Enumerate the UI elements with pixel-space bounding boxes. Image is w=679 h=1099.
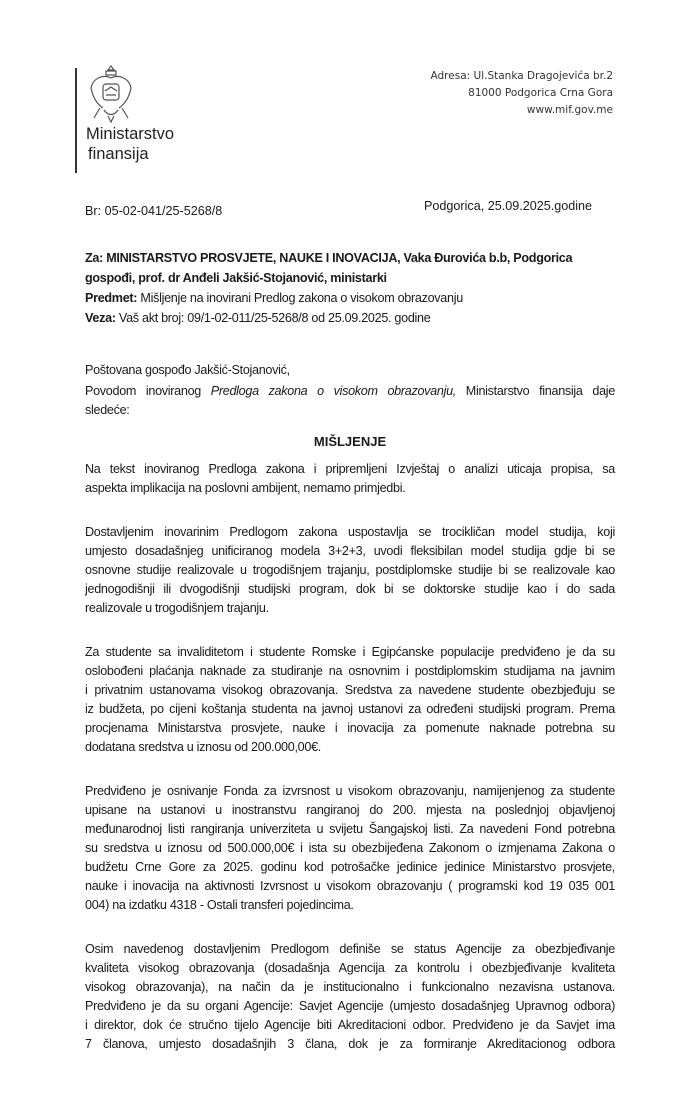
- paragraph-line: nauke i inovacija na aktivnosti Izvrsnost u visokom obrazovanju ( programski kod 19 035 001: [85, 879, 615, 893]
- paragraph-line: realizovale u trogodišnjem trajanju.: [85, 601, 269, 615]
- recipient-line: [85, 248, 615, 268]
- paragraph-line: jednogodišnji ili dvogodišnji studijski program, dok bi se doktorske studije kao i do sada: [85, 582, 615, 596]
- link-label: Veza:: [85, 311, 116, 325]
- paragraph-line: umjesto dosadašnjeg unificiranog modela 3+2+3, uvodi fleksibilan model studija gdje bi se: [85, 544, 615, 558]
- subject-value: Mišljenje na inovirani Predlog zakona o visokom obrazovanju: [140, 291, 463, 305]
- link-line: [85, 308, 615, 328]
- paragraph-line: i direktor, dok će stručno tijelo Agencije biti Akreditacioni odbor. Predviđeno je da Savjet ima: [85, 1018, 615, 1032]
- paragraph: [85, 643, 615, 757]
- paragraph-line: iz budžeta, po cijeni koštanja studenta na javnoj ustanovi za određeni studijski program. Prema: [85, 702, 615, 716]
- ministry-address: [431, 68, 613, 119]
- paragraph-line: su sredstva u iznosu od 500.000,00€ i ista su obezbijeđena Zakonom o izmjenama Zakona o: [85, 841, 615, 855]
- to-value: MINISTARSTVO PROSVJETE, NAUKE I INOVACIJA, Vaka Đurovića b.b, Podgorica: [106, 251, 573, 265]
- link-value: Vaš akt broj: 09/1-02-011/25-5268/8 od 25.09.2025. godine: [118, 311, 431, 325]
- paragraph-line: 7 članova, umjesto dosadašnjih 3 člana, dok je za formiranje Akreditacionog odbora: [85, 1037, 615, 1051]
- intro-line: [85, 382, 615, 401]
- section-title: MIŠLJENJE: [313, 434, 387, 449]
- addressee-line: [85, 268, 615, 288]
- letter-header: [85, 248, 615, 328]
- paragraph-line: međunarodnoj listi rangiranja univerziteta u svijetu Šangajskoj listi. Za navedeni Fond potrebna: [85, 822, 615, 836]
- paragraph-line: budžetu Crne Gore za 2025. godinu kod potrošačke jedinice jedinice Ministarstvo prosvjete,: [85, 860, 615, 874]
- letter-body: [85, 248, 615, 1099]
- paragraph-line: kvaliteta visokog obrazovanja (dosadašnja Agencija za kontrolu i obezbjeđivanje kvaliteta: [85, 961, 615, 975]
- ministry-name: [86, 124, 174, 164]
- paragraph-line: Predviđeno je da su organi Agencije: Savjet Agencije (umjesto dosadašnjeg Upravnog odbora): [85, 999, 615, 1013]
- ministry-name-line1: Ministarstvo: [86, 125, 175, 143]
- place-date: Podgorica, 25.09.2025.godine: [424, 199, 593, 213]
- paragraph-line: visokog obrazovanja), na način da je institucionalno i funkcionalno nezavisna ustanova.: [85, 980, 615, 994]
- paragraph: [85, 782, 615, 915]
- letterhead-rule: [75, 68, 77, 173]
- paragraph-line: dodatana sredstva u iznosu od 200.000,00€.: [85, 740, 321, 754]
- reference-number: Br: 05-02-041/25-5268/8: [85, 204, 223, 218]
- ministry-name-line2: finansija: [88, 145, 149, 163]
- intro-before: Povodom inoviranog: [85, 384, 211, 398]
- paragraph-line: Osim navedenog dostavljenim Predlogom definiše se status Agencije za obezbjeđivanje: [85, 942, 615, 956]
- coat-of-arms-logo: [86, 64, 136, 124]
- paragraph: [85, 940, 615, 1054]
- paragraph-line: Za studente sa invaliditetom i studente Romske i Egipćanske populacije predviđeno je da su: [85, 645, 615, 659]
- intro-after: Ministarstvo finansija daje: [455, 384, 615, 398]
- salutation: Poštovana gospođo Jakšić-Stojanović,: [85, 363, 290, 377]
- addressee: gospođi, prof. dr Anđeli Jakšić-Stojanović, ministarki: [85, 271, 387, 285]
- address-city: 81000 Podgorica Crna Gora: [468, 87, 613, 99]
- paragraph-line: aspekta implikacija na poslovni ambijent, nemamo primjedbi.: [85, 481, 406, 495]
- intro-line2: sledeće:: [85, 403, 130, 417]
- paragraph-line: upisane na ustanovi u inostranstvu rangiranoj do 200. mjesta na poslednjoj objavljenoj: [85, 803, 615, 817]
- paragraph-line: i privatnim ustanovama visokog obrazovanja. Sredstva za navedene studente obezbjeđuju se: [85, 683, 615, 697]
- paragraph-line: Na tekst inoviranog Predloga zakona i pripremljeni Izvještaj o analizi uticaja propisa, sa: [85, 462, 615, 476]
- paragraph-line: oslobođeni plaćanja naknade za studiranje na osnovnim i postdiplomskim studijama na javnim: [85, 664, 615, 678]
- address-website: www.mif.gov.me: [526, 104, 613, 116]
- paragraph-line: Dostavljenim inovarinim Predlogom zakona uspostavlja se trocikličan model studija, koji: [85, 525, 615, 539]
- subject-label: Predmet:: [85, 291, 138, 305]
- address-street: Adresa: Ul.Stanka Dragojevića br.2: [430, 70, 613, 82]
- paragraph: [85, 523, 615, 618]
- paragraph-line: osnovne studije realizovale u trogodišnjem trajanju, postdiplomske studije bi se realizovale kao: [85, 563, 615, 577]
- to-label: Za:: [85, 251, 103, 265]
- paragraph-line: 004) na izdatku 4318 - Ostali transferi pojedincima.: [85, 898, 354, 912]
- paragraph-line: Predviđeno je osnivanje Fonda za izvrsnost u visokom obrazovanju, namijenjenog za studente: [85, 784, 615, 798]
- paragraph-line: procjenama Ministarstva prosvjete, nauke i inovacija za pomenute naknade potrebna su: [85, 721, 615, 735]
- salutation-block: [85, 361, 615, 420]
- subject-line: [85, 288, 615, 308]
- intro-italic: Predloga zakona o visokom obrazovanju,: [210, 384, 456, 398]
- paragraph: [85, 460, 615, 498]
